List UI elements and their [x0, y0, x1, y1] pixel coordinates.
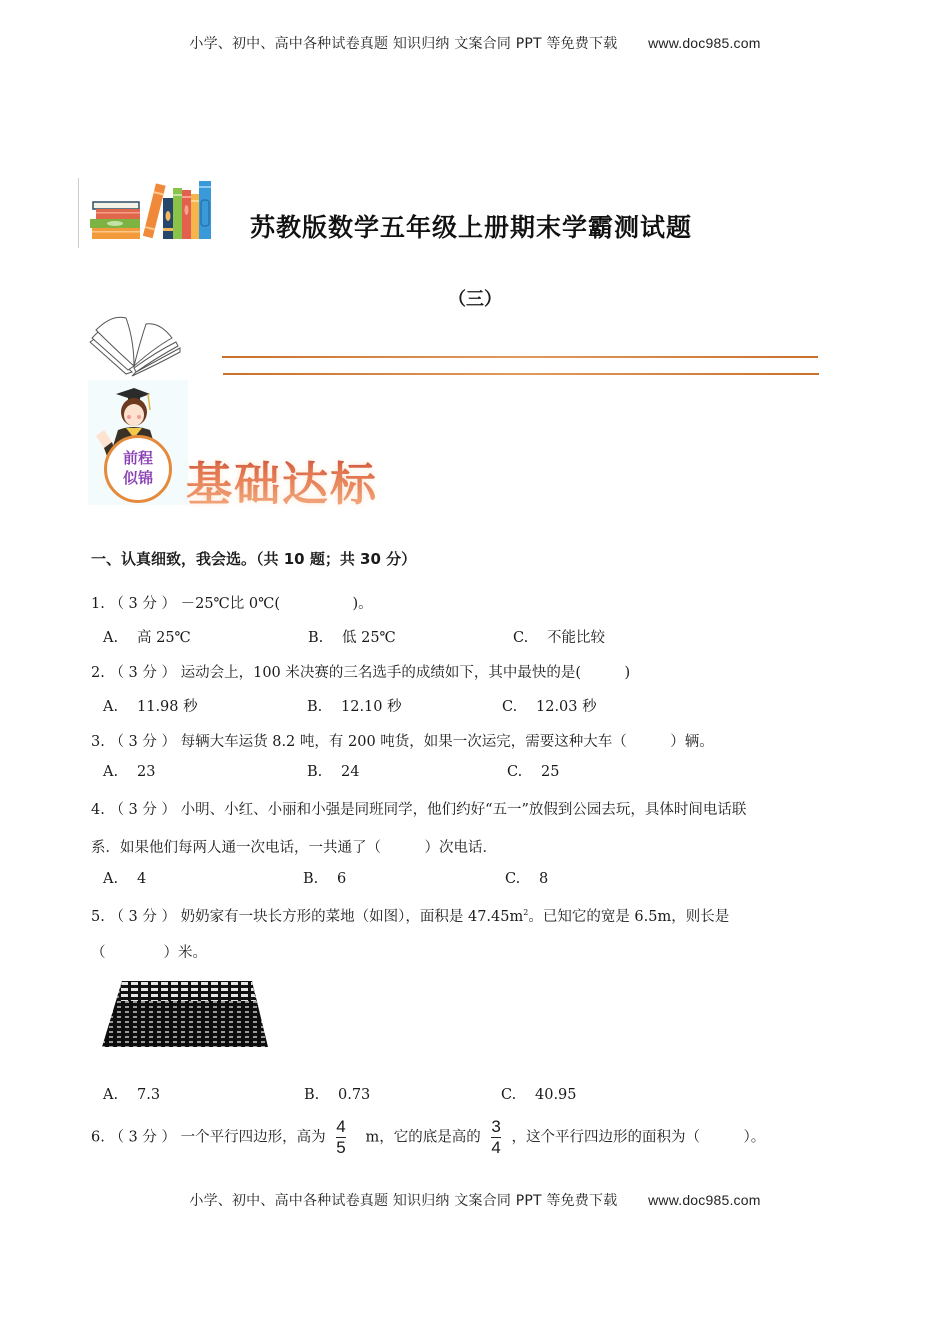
option-text: 6 — [337, 871, 347, 887]
q6-text-part1: 6. （ 3 分 ） 一个平行四边形，高为 — [91, 1129, 326, 1146]
badge-circle — [104, 435, 172, 503]
q4-option-c[interactable] — [505, 871, 548, 887]
q2-option-c[interactable] — [502, 695, 597, 716]
question-1: 1. （ 3 分 ） －25℃比 0℃( )。 — [91, 596, 373, 612]
option-letter: C. — [501, 1087, 517, 1103]
decorative-rule-top — [222, 356, 818, 358]
option-text: 高 25℃ — [137, 630, 191, 646]
option-letter: B. — [303, 871, 319, 887]
option-text: 12.03 秒 — [536, 699, 597, 715]
badge-line1: 前程 — [122, 449, 153, 467]
question-6 — [91, 1118, 765, 1157]
option-text: 23 — [137, 764, 156, 780]
q2-option-b[interactable] — [307, 695, 402, 716]
q4-option-a[interactable] — [103, 871, 146, 887]
option-letter: A. — [103, 1087, 119, 1103]
question-4-line1: 4. （ 3 分 ） 小明、小红、小丽和小强是同班同学，他们约好“五一”放假到公园去玩，具体时间电话联 — [91, 802, 747, 818]
decorative-rule-bottom — [223, 373, 819, 375]
q1-option-c[interactable] — [513, 626, 605, 647]
page-header — [0, 33, 950, 53]
header-text: 小学、初中、高中各种试卷真题 知识归纳 文案合同 PPT 等免费下载 — [189, 36, 618, 52]
option-text: 8 — [539, 871, 549, 887]
fraction-numerator: 4 — [336, 1117, 346, 1136]
option-letter: B. — [307, 699, 323, 715]
option-letter: B. — [308, 630, 324, 646]
q1-option-a[interactable] — [103, 626, 191, 647]
q3-option-c[interactable] — [507, 764, 559, 780]
fraction-numerator: 3 — [491, 1117, 501, 1136]
option-letter: C. — [502, 699, 518, 715]
option-text: 11.98 秒 — [137, 699, 198, 715]
q2-option-a[interactable] — [103, 695, 198, 716]
footer-text: 小学、初中、高中各种试卷真题 知识归纳 文案合同 PPT 等免费下载 — [189, 1193, 618, 1209]
option-text: 7.3 — [137, 1087, 161, 1103]
fraction-4-5 — [336, 1118, 345, 1157]
section-banner: 基础达标 — [186, 448, 378, 514]
option-text: 4 — [137, 871, 147, 887]
q5-option-a[interactable] — [103, 1087, 160, 1103]
option-letter: A. — [103, 764, 119, 780]
question-2: 2. （ 3 分 ） 运动会上，100 米决赛的三名选手的成绩如下，其中最快的是( ) — [91, 665, 631, 681]
header-url[interactable]: www.doc985.com — [648, 35, 761, 51]
option-text: 12.10 秒 — [341, 699, 402, 715]
open-book-icon — [86, 312, 182, 378]
question-5-line1 — [91, 905, 729, 926]
fraction-denominator: 4 — [491, 1138, 501, 1157]
option-letter: B. — [307, 764, 323, 780]
book-stack-icon — [90, 180, 212, 240]
q5-text-b: 。已知它的宽是 6.5m，则长是 — [528, 909, 730, 925]
option-text: 0.73 — [338, 1087, 371, 1103]
option-letter: B. — [304, 1087, 320, 1103]
option-letter: C. — [505, 871, 521, 887]
fraction-denominator: 5 — [336, 1138, 346, 1157]
footer-url[interactable]: www.doc985.com — [648, 1192, 761, 1208]
option-text: 24 — [341, 764, 360, 780]
question-4-line2: 系．如果他们每两人通一次电话，一共通了（ ）次电话． — [91, 840, 497, 856]
option-text: 40.95 — [535, 1087, 577, 1103]
question-5-line2: （ ）米。 — [91, 945, 207, 961]
q5-superscript: 2 — [523, 908, 529, 918]
question-3: 3. （ 3 分 ） 每辆大车运货 8.2 吨，有 200 吨货，如果一次运完，需要这种大车（ ）辆。 — [91, 734, 714, 750]
option-text: 不能比较 — [547, 630, 605, 646]
document-title: 苏教版数学五年级上册期末学霸测试题 — [250, 213, 693, 242]
option-text: 25 — [541, 764, 560, 780]
q5-option-b[interactable] — [304, 1087, 370, 1103]
q5-option-c[interactable] — [501, 1087, 577, 1103]
q6-text-part2: m，它的底是高的 — [365, 1129, 481, 1146]
option-letter: C. — [513, 630, 529, 646]
q5-text-a: 5. （ 3 分 ） 奶奶家有一块长方形的菜地（如图），面积是 47.45m — [91, 909, 524, 925]
option-letter: A. — [103, 699, 119, 715]
document-subtitle: （三） — [448, 289, 502, 310]
option-letter: A. — [103, 871, 119, 887]
vegetable-plot-image — [100, 975, 272, 1053]
fraction-3-4 — [491, 1118, 500, 1157]
q3-option-b[interactable] — [307, 764, 359, 780]
option-letter: C. — [507, 764, 523, 780]
divider-line — [78, 178, 79, 248]
q6-text-part3: ，这个平行四边形的面积为（ ）。 — [511, 1129, 766, 1146]
badge-line2: 似锦 — [122, 469, 153, 487]
page-footer — [0, 1190, 950, 1210]
option-text: 低 25℃ — [342, 630, 396, 646]
q1-option-b[interactable] — [308, 626, 396, 647]
q4-option-b[interactable] — [303, 871, 346, 887]
q3-option-a[interactable] — [103, 764, 155, 780]
section-heading: 一、认真细致，我会选。（共 10 题；共 30 分） — [91, 550, 417, 568]
option-letter: A. — [103, 630, 119, 646]
